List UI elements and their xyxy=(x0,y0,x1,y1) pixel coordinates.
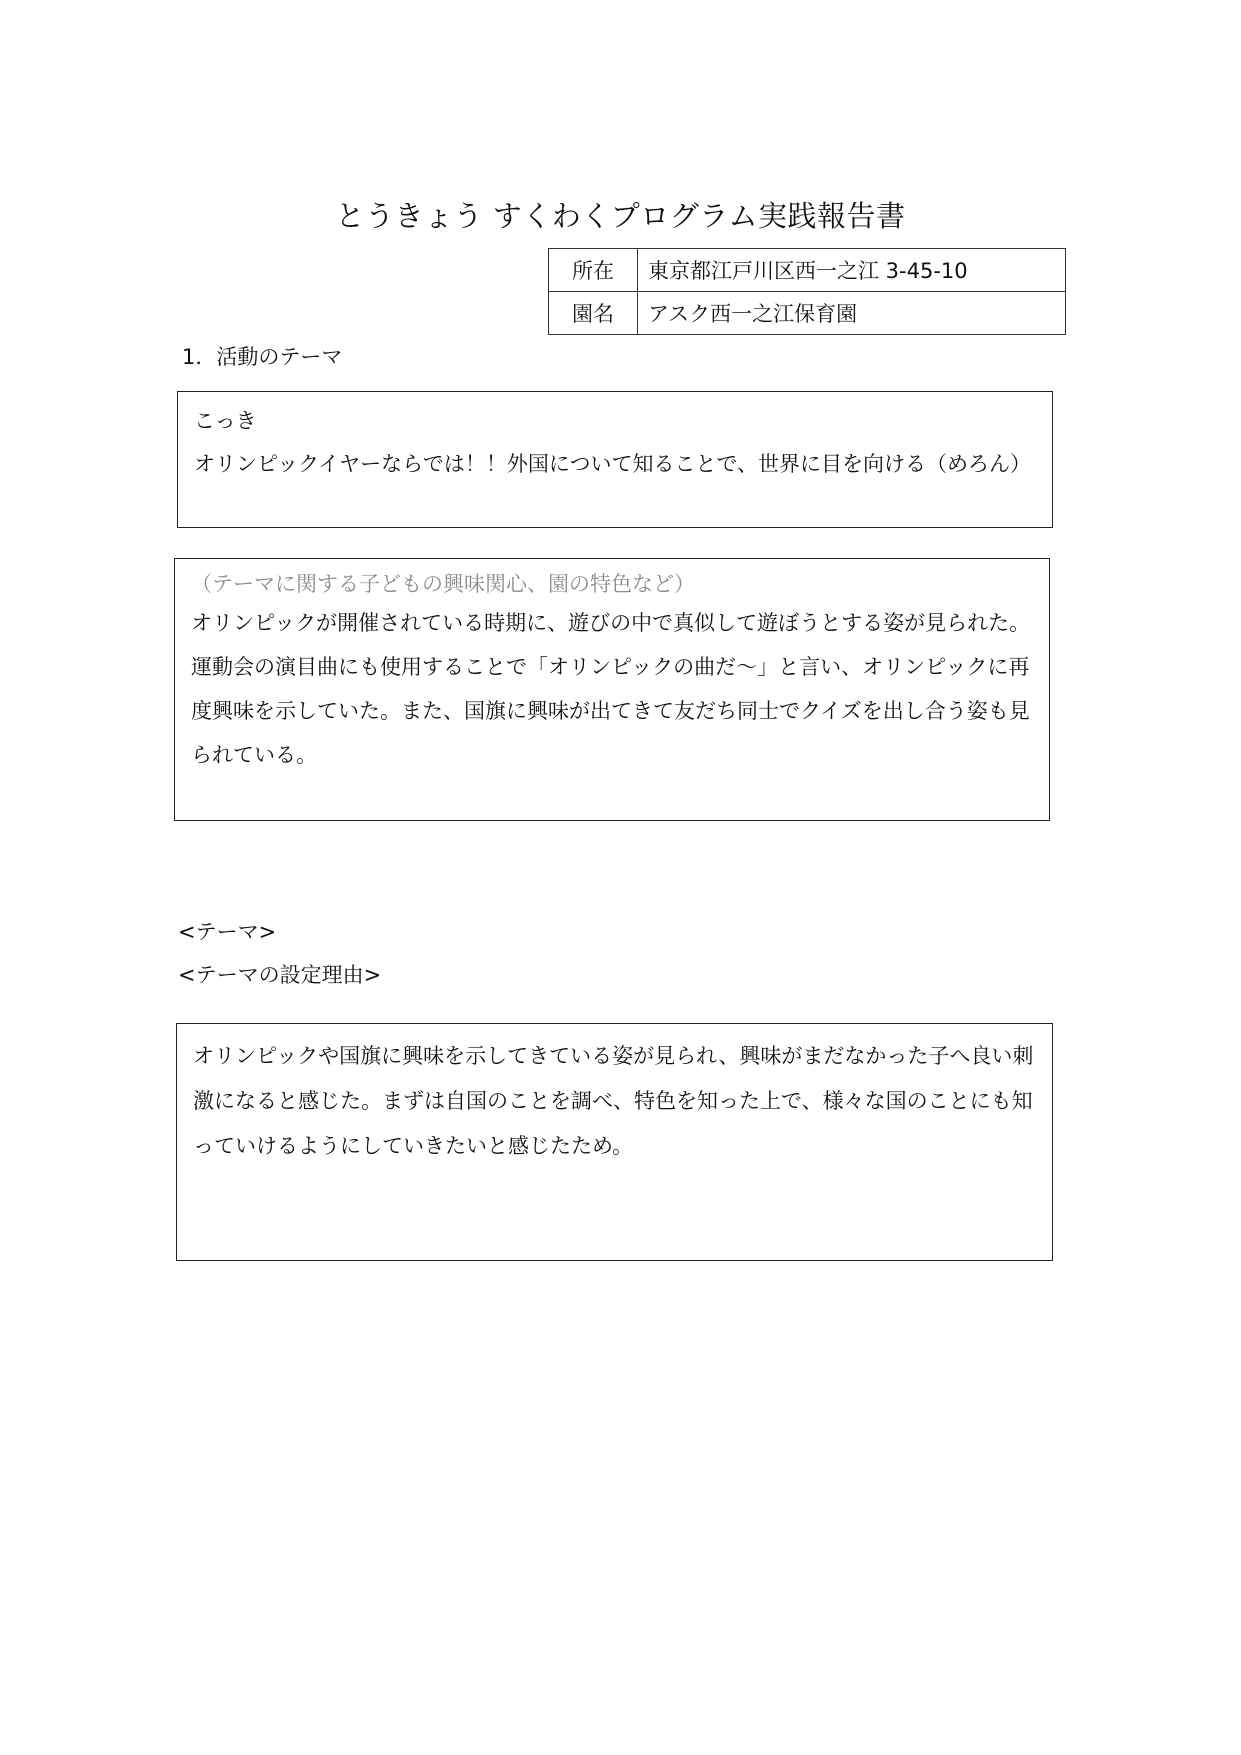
reason-box xyxy=(176,1023,1053,1261)
theme-title: こっき xyxy=(194,409,257,433)
interest-box xyxy=(174,558,1050,821)
theme-label: <テーマ> xyxy=(178,920,277,944)
interest-body: オリンピックが開催されている時期に、遊びの中で真似して遊ぼうとする姿が見られた。運動会の演目曲にも使用することで「オリンピックの曲だ～」と言い、オリンピックに再度興味を示していた。また、国旗に興味が出てきて友だち同士でクイズを出し合う姿も見られている。 xyxy=(191,611,1031,767)
theme-box xyxy=(177,391,1053,528)
location-value: 東京都江戸川区西一之江 3-45-10 xyxy=(638,249,1066,292)
facility-name-value: アスク西一之江保育園 xyxy=(638,292,1066,335)
location-label: 所在 xyxy=(549,249,638,292)
facility-info-table xyxy=(548,248,1066,335)
reason-label: <テーマの設定理由> xyxy=(178,963,382,987)
facility-name-label: 園名 xyxy=(549,292,638,335)
interest-hint: （テーマに関する子どもの興味関心、園の特色など） xyxy=(191,572,695,596)
section-heading: 1．活動のテーマ xyxy=(182,345,343,369)
theme-description: オリンピックイヤーならでは！！外国について知ることで、世界に目を向ける（めろん） xyxy=(194,452,1032,476)
document-title: とうきょう すくわくプログラム実践報告書 xyxy=(335,199,906,233)
table-row xyxy=(549,292,1066,335)
reason-body: オリンピックや国旗に興味を示してきている姿が見られ、興味がまだなかった子へ良い刺激になると感じた。まずは自国のことを調べ、特色を知った上で、様々な国のことにも知っていけるようにしていきたいと感じたため。 xyxy=(193,1044,1034,1158)
table-row xyxy=(549,249,1066,292)
